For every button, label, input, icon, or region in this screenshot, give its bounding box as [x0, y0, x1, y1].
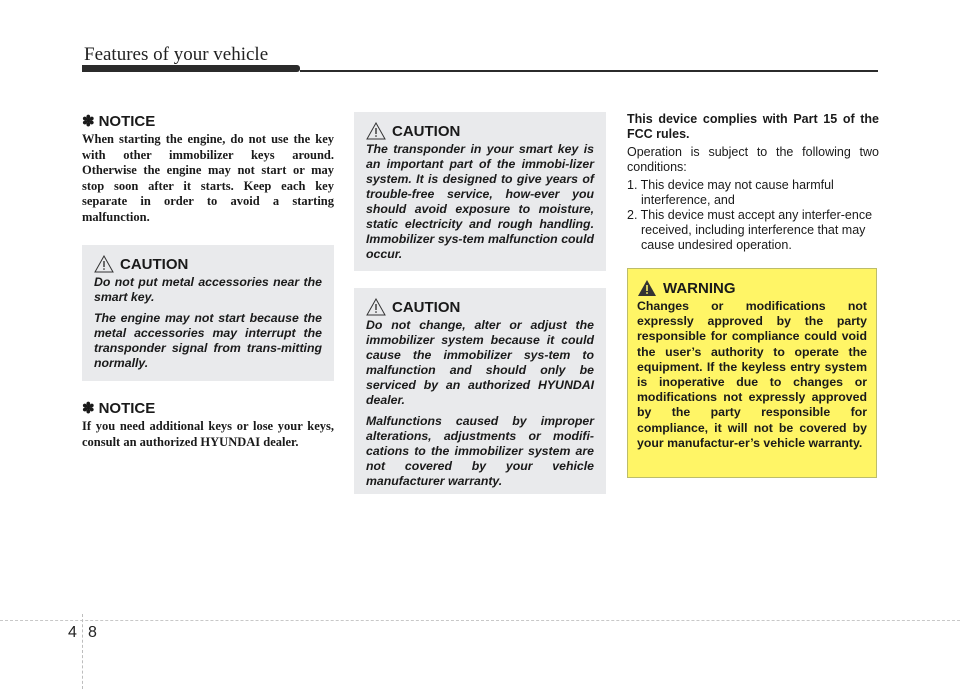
fcc-condition-item: 2. This device must accept any interfer-ence received, including interference that may cause undesired operation. [627, 208, 873, 252]
caution-triangle-icon [366, 298, 386, 316]
warning-box [627, 268, 877, 478]
section-number: 4 [68, 624, 77, 641]
footer-rule [0, 620, 960, 622]
fcc-compliance-statement: This device complies with Part 15 of the FCC rules. [627, 112, 879, 141]
caution-box [354, 112, 606, 271]
caution-para-2: The engine may not start because the metal accessories may interrupt the transponder signal from trans-mitting normally. [94, 311, 322, 370]
caution-heading [366, 298, 594, 316]
caution-para-1: Do not change, alter or adjust the immobilizer system because it could cause the immobilizer sys-tem to malfunction and should only be serviced by an authorized HYUNDAI dealer. [366, 318, 594, 407]
header-rule-thick [82, 65, 300, 72]
notice-body: When starting the engine, do not use the key with other immobilizer keys around. Otherwise the engine may not start or may stop soon after it starts. Keep each key separate in order to avoid a starting malfunction. [82, 132, 334, 224]
header-rule-thin [300, 70, 878, 72]
warning-body: Changes or modifications not expressly approved by the party responsible for compliance could void the user’s authority to operate the equipment. If the keyless entry system is inoperative due to changes or modifications not expressly approved by the party responsible for compliance, it will not be covered by your manufactur-er’s vehicle warranty. [637, 299, 867, 450]
notice-heading-label: NOTICE [98, 399, 156, 417]
caution-para-1: The transponder in your smart key is an important part of the immobi-lizer system. It is designed to give years of trouble-free service, how-ever you should avoid exposure to moisture, static electricity and rough handling. Immobilizer sys-tem malfunction could occur. [366, 142, 594, 261]
caution-triangle-icon [366, 122, 386, 140]
left-column [82, 112, 334, 450]
caution-box [354, 288, 606, 494]
fcc-conditions-intro: Operation is subject to the following two conditions: [627, 145, 879, 174]
caution-heading [94, 255, 322, 273]
caution-heading-label: CAUTION [392, 122, 461, 140]
middle-column [354, 112, 606, 494]
notice-body: If you need additional keys or lose your keys, consult an authorized HYUNDAI dealer. [82, 419, 334, 449]
header-title: Features of your vehicle [84, 44, 269, 65]
notice-heading [82, 399, 334, 417]
page-number: 8 [88, 624, 97, 641]
warning-triangle-icon [637, 279, 657, 297]
caution-box [82, 245, 334, 381]
notice-star-icon: ✽ [82, 113, 95, 130]
warning-heading [637, 279, 867, 297]
caution-triangle-icon [94, 255, 114, 273]
caution-heading-label: CAUTION [120, 255, 189, 273]
right-column [627, 112, 879, 253]
notice-star-icon: ✽ [82, 400, 95, 417]
caution-heading-label: CAUTION [392, 298, 461, 316]
notice-heading [82, 112, 334, 130]
caution-para-1: Do not put metal accessories near the smart key. [94, 275, 322, 304]
footer-divider [82, 614, 83, 689]
caution-para-2: Malfunctions caused by improper alterations, adjustments or modifi-cations to the immobilizer system are not covered by your vehicle manufacturer warranty. [366, 414, 594, 488]
fcc-condition-item: 1. This device may not cause harmful interference, and [627, 178, 834, 207]
notice-heading-label: NOTICE [98, 112, 156, 130]
warning-heading-label: WARNING [663, 279, 736, 297]
caution-heading [366, 122, 594, 140]
